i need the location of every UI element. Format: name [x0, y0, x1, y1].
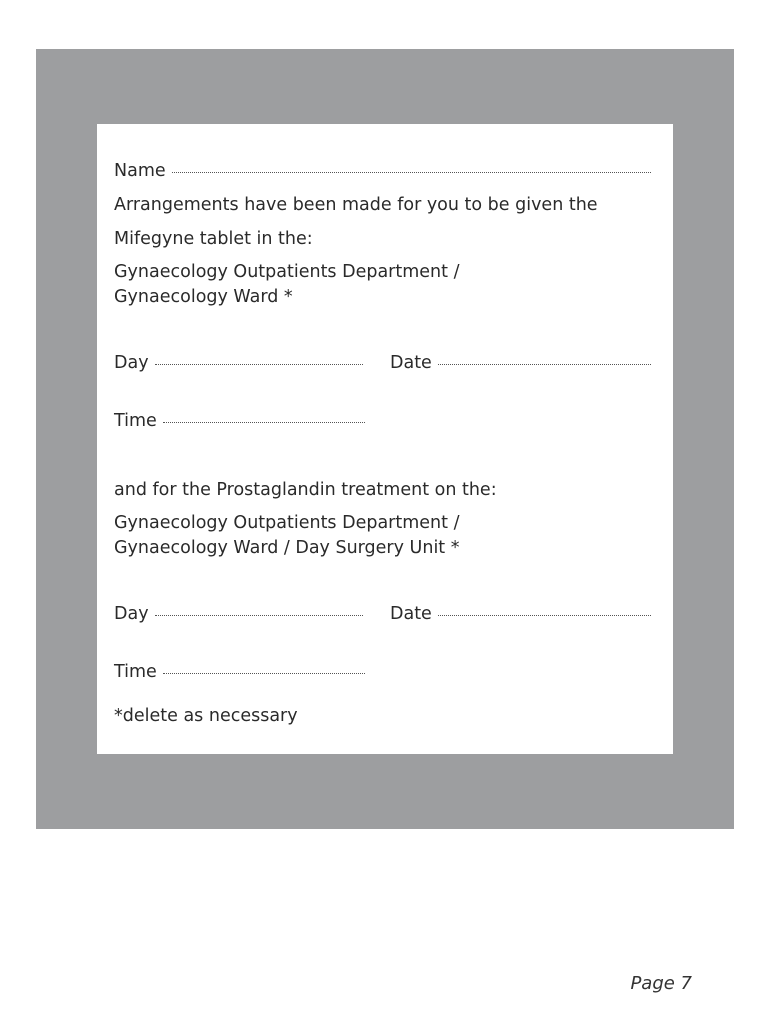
intro-line-2: Mifegyne tablet in the: — [114, 229, 313, 249]
prostaglandin-day-dotted-line[interactable] — [155, 614, 363, 616]
prostaglandin-time-field — [114, 661, 365, 683]
tablet-day-label: Day — [114, 353, 149, 373]
tablet-day-dotted-line[interactable] — [155, 363, 363, 365]
tablet-time-field — [114, 410, 365, 432]
prostaglandin-time-label: Time — [114, 662, 157, 682]
tablet-day-field — [114, 352, 363, 374]
prostaglandin-intro: and for the Prostaglandin treatment on the: — [114, 480, 497, 500]
prostaglandin-day-field — [114, 603, 363, 625]
tablet-date-dotted-line[interactable] — [438, 363, 651, 365]
prostaglandin-date-label: Date — [390, 604, 432, 624]
prostaglandin-location-line-1: Gynaecology Outpatients Department / — [114, 513, 460, 533]
tablet-date-field — [390, 352, 651, 374]
prostaglandin-date-dotted-line[interactable] — [438, 614, 651, 616]
tablet-date-label: Date — [390, 353, 432, 373]
page-number: Page 7 — [630, 973, 692, 994]
tablet-time-dotted-line[interactable] — [163, 421, 365, 423]
name-label: Name — [114, 161, 166, 181]
prostaglandin-time-dotted-line[interactable] — [163, 672, 365, 674]
tablet-time-label: Time — [114, 411, 157, 431]
intro-line-1: Arrangements have been made for you to be given the — [114, 195, 598, 215]
prostaglandin-date-field — [390, 603, 651, 625]
tablet-location-line-2: Gynaecology Ward * — [114, 287, 293, 307]
name-field — [114, 160, 651, 182]
prostaglandin-day-label: Day — [114, 604, 149, 624]
prostaglandin-location-line-2: Gynaecology Ward / Day Surgery Unit * — [114, 538, 460, 558]
footnote: *delete as necessary — [114, 706, 298, 726]
appointment-card — [97, 124, 673, 754]
name-dotted-line[interactable] — [172, 171, 651, 173]
tablet-location-line-1: Gynaecology Outpatients Department / — [114, 262, 460, 282]
